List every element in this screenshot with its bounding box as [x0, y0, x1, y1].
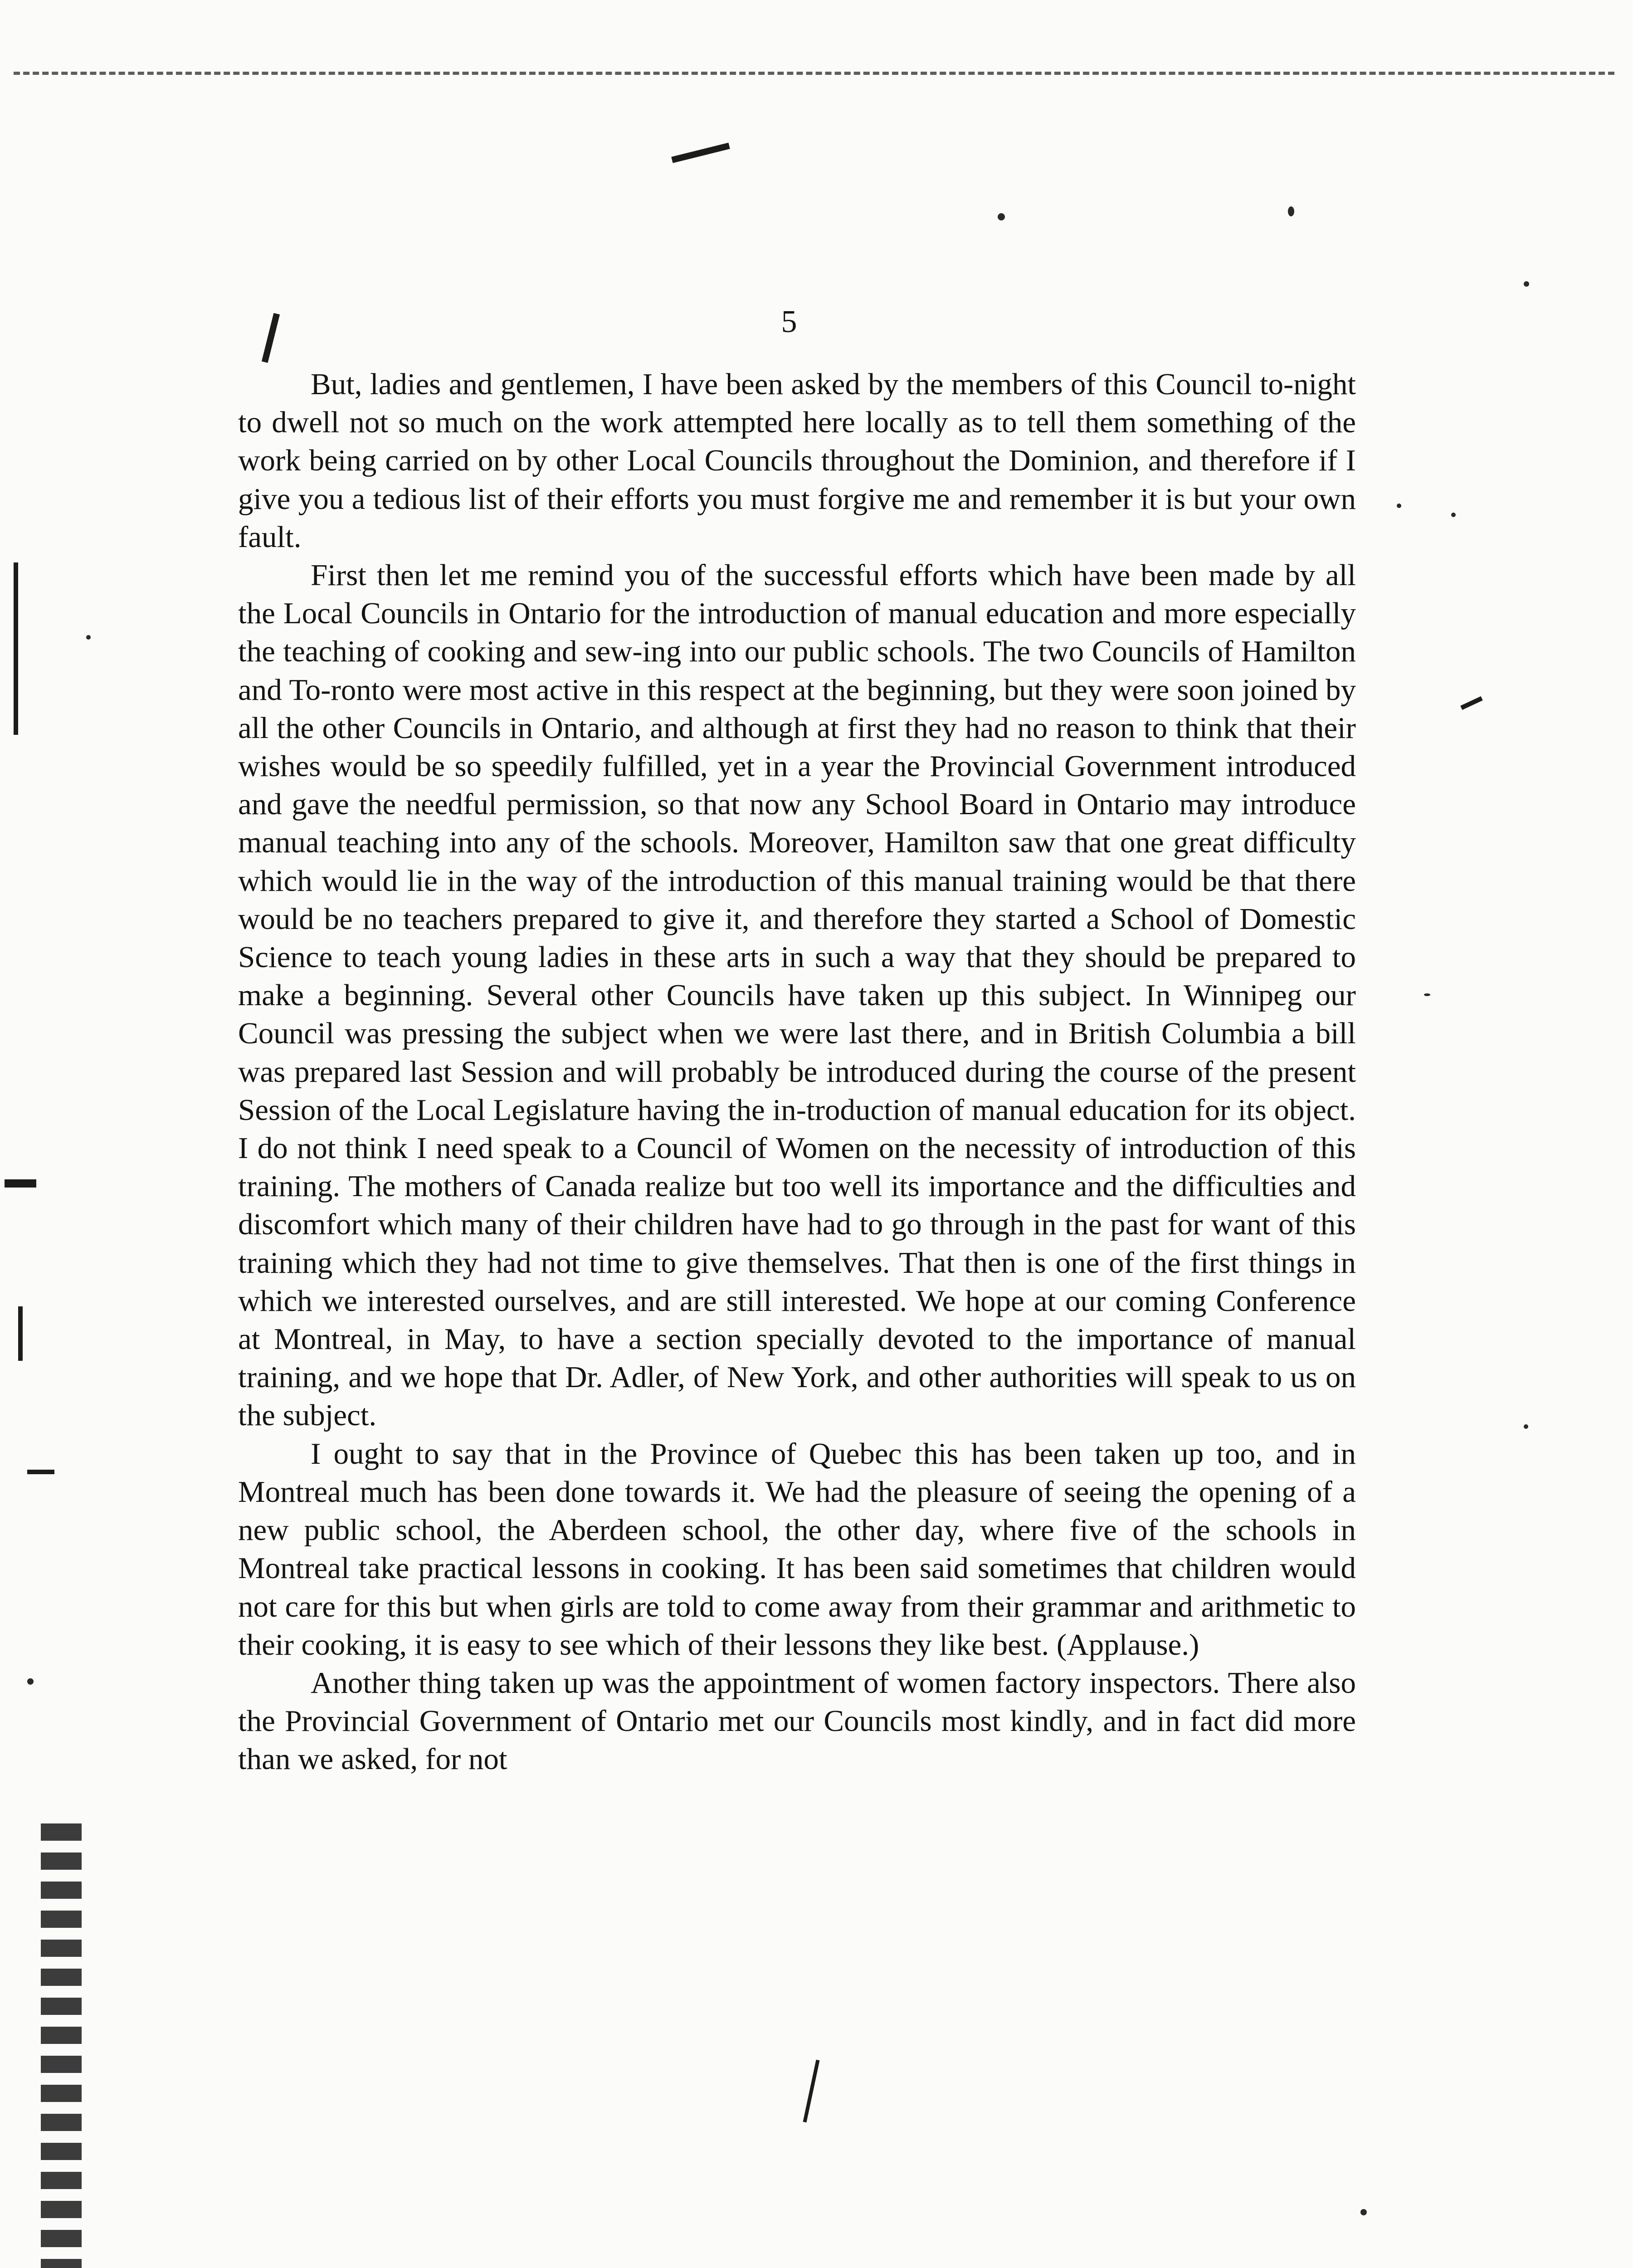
speck — [1424, 993, 1430, 996]
margin-mark-left-tick-2 — [18, 1306, 23, 1361]
margin-mark-page-corner — [262, 313, 280, 363]
speck — [1451, 513, 1456, 517]
paragraph: I ought to say that in the Province of Quebec this has been taken up too, and in Montreal much has been done towards it. We had the pleasure of seeing the opening of a new public school, the Aberdeen school, the other day, where five of the schools in Montreal take practical lessons in cooking. It has been said sometimes that children would not care for this but when girls are told to come away from their grammar and arithmetic to their cooking, it is easy to see which of their lessons they like best. (Applause.) — [238, 1437, 1356, 1662]
margin-mark-bottom-slash — [803, 2060, 820, 2123]
speck — [86, 635, 91, 640]
speck — [27, 1678, 34, 1685]
speck — [1360, 2209, 1367, 2215]
page-number: 5 — [781, 304, 797, 339]
margin-mark-left-tick-3 — [27, 1470, 54, 1474]
margin-mark-right-check — [1460, 696, 1483, 710]
speck — [1524, 1424, 1528, 1429]
speck — [1397, 503, 1401, 508]
speck — [1524, 281, 1529, 287]
speck — [1288, 206, 1294, 216]
body-text — [238, 365, 1356, 1779]
margin-mark-left-tick — [5, 1179, 36, 1188]
paragraph: Another thing taken up was the appointment of women factory inspectors. There also the Provincial Government of Ontario met our Councils most kindly, and in fact did more than we asked, for not — [238, 1666, 1356, 1776]
paragraph: But, ladies and gentlemen, I have been asked by the members of this Council to-night to dwell not so much on the work attempted here locally as to tell them something of the work being carried on by other Local Councils throughout the Dominion, and therefore if I give you a tedious list of their efforts you must forgive me and remember it is but your own fault. — [238, 367, 1356, 554]
margin-mark-left-bar — [14, 562, 18, 735]
speck — [998, 213, 1005, 220]
left-scan-edge — [41, 1823, 82, 2268]
paragraph: First then let me remind you of the successful efforts which have been made by all the Local Councils in Ontario for the introduction of manual education and more especially the teaching of cooking and sew-ing into our public schools. The two Councils of Hamilton and To-ronto were most active in this respect at the beginning, but they were soon joined by all the other Councils in Ontario, and although at first they had no reason to think that their wishes would be so speedily fulfilled, yet in a year the Provincial Government introduced and gave the needful permission, so that now any School Board in Ontario may introduce manual teaching into any of the schools. Moreover, Hamilton saw that one great difficulty which would lie in the way of the introduction of this manual training would be that there would be no teachers prepared to give it, and therefore they started a School of Domestic Science to teach young ladies in these arts in such a way that they should be prepared to make a beginning. Several other Councils have taken up this subject. In Winnipeg our Council was pressing the subject when we were last there, and in British Columbia a bill was prepared last Session and will probably be introduced during the course of the present Session of the Local Legislature having the in-troduction of manual education for its object. I do not think I need speak to a Council of Women on the necessity of introduction of this training. The mothers of Canada realize but too well its importance and the difficulties and discomfort which many of their children have had to go through in the past for want of this training which they had not time to give themselves. That then is one of the first things in which we interested ourselves, and are still interested. We hope at our coming Conference at Montreal, in May, to have a section specially devoted to the importance of manual training, and we hope that Dr. Adler, of New York, and other authorities will speak to us on the subject. — [238, 558, 1356, 1432]
top-dashed-rule — [14, 72, 1614, 75]
margin-mark-top-stroke — [671, 142, 730, 163]
